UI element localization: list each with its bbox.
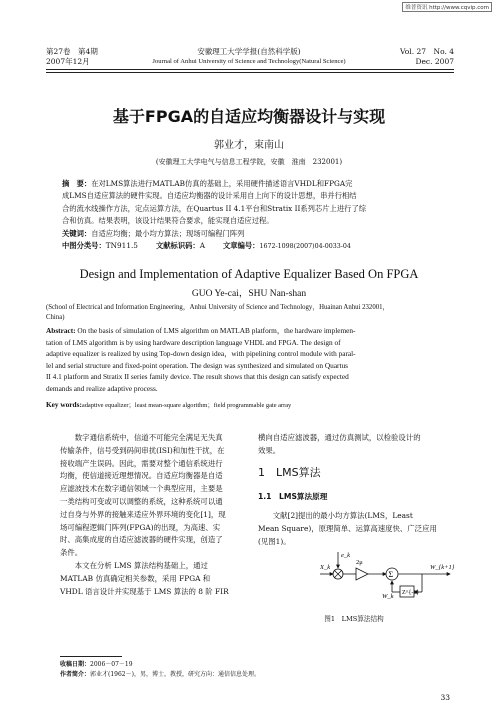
received-date: 收稿日期：2006－07－19 (60, 661, 133, 668)
watermark: 维普资讯 http://www.cqvip.com (402, 2, 492, 12)
date-en: Dec. 2007 (415, 57, 454, 66)
keywords-en-label: Key words: (46, 399, 82, 409)
abstract-en: Abstract: On the basis of simulation of LMS algorithm on MATLAB platform，the hardware implemen- tation of LMS algorithm is by using hardware description language VHDL and FPGA. The design of adaptive equalizer is realized by using Top-down design idea，with pipelining control module with paral- lel and serial structure and fixed-point operation. The design was synthesized and simulated on Quartus II 4.1 platform and Stratix II series family device. The result shows that this design can satisfy expected demands and realize adaptive process. Key words:adaptive equalizer；least mean-square algorithm；field programmable gate array (46, 326, 356, 409)
keywords-label: 关键词： (62, 228, 92, 238)
volume-issue-en: Vol. 27 No. 4 (400, 47, 454, 56)
lms-structure-diagram (290, 548, 460, 608)
abstract-line: 在对LMS算法进行MATLAB仿真的基础上，采用硬件描述语言VHDL和FPGA完 (91, 179, 353, 188)
journal-name-cn: 安徽理工大学学报(自然科学版) (197, 47, 301, 56)
step-size-gain (356, 568, 368, 580)
delay-label: Z^{-1} (402, 590, 420, 596)
affiliation-en: (School of Electrical and Information Engineering，Anhui University of Science and Technology，Huainan Anhui 232001， China) (46, 304, 390, 321)
step-size-label: 2μ (356, 559, 363, 566)
input-signal-label: X_k (320, 564, 331, 571)
authors-cn: 郭业才，束南山 (214, 140, 284, 151)
abstract-label: 摘 要： (62, 179, 92, 188)
abstract-line: 合的流水线操作方法，定点运算方法，在Quartus II 4.1平台和Stratix II系列芯片上进行了综 (62, 203, 367, 213)
paper-title-en: Design and Implementation of Adaptive Equalizer Based On FPGA (79, 267, 419, 281)
page-number: 33 (440, 693, 450, 702)
sum-symbol: Σ (388, 570, 394, 579)
abstract-cn (62, 178, 442, 253)
right-column-body: 文献[2]提出的最小均方算法(LMS，Least Mean Square)，原理简单、运算高速度快、广泛应用 (见图1)。 (258, 511, 437, 546)
classification-line: 中图分类号：TN911.5 文献标识码：A 文章编号：1672-1098(2007)04-0033-04 (62, 241, 351, 251)
header-rule (46, 69, 454, 70)
right-column-top: 横向自适应滤波器，通过仿真测试，以检验设计的 效果。 (258, 433, 421, 455)
intro-column: 数字通信系统中，信道不可能完全满足无失真 传输条件，信号受到码间串扰(ISI)和加性干扰，在 接收端产生误码。因此，需要对整个通信系统进行 均衡，使信道接近理想情况。自适应均衡器是自适 应滤波技术在数字通信领域一个典型应用，主要是 一类结构可变或可以调整的系统，这种系统可以通 过自身与外界的接触来适应外界环境的变化[1]，现 场可编程逻辑门阵列(FPGA)的出现，为高速、实 时、高集成度的自适应滤波器的硬件实现，创造了 条件。 本文在分析 LMS 算法结构基础上，通过 MATLAB 仿真确定相关参数，采用 FPGA 和 VHDL 语言设计并实现基于 LMS 算法的 8 阶 FIR (60, 433, 229, 596)
figure-caption: 图1 LMS算法结构 (324, 615, 384, 623)
keywords-cn: 自适应均衡；最小均方算法；现场可编程门阵列 (91, 228, 245, 238)
author-bio: 作者简介：郭业才(1962－)，男，博士，教授，研究方向：通信信息处理。 (60, 671, 260, 678)
keywords-en: adaptive equalizer；least mean-square algorithm；field programmable gate array (81, 401, 292, 409)
subsection-heading-lms-principle: 1.1 LMS算法原理 (258, 492, 328, 501)
volume-issue-cn: 第27卷 第4期 (46, 47, 98, 56)
abstract-line: 成LMS自适应算法的硬件实现。自适应均衡器的设计采用自上向下的设计思想，串并行相结 (62, 191, 357, 201)
journal-name-en: Journal of Anhui University of Science and Technology(Natural Science) (152, 58, 346, 65)
paper-title-cn: 基于FPGA的自适应均衡器设计与实现 (112, 107, 386, 126)
error-signal-label: e_k (341, 552, 351, 559)
authors-en: GUO Ye-cai，SHU Nan-shan (191, 289, 307, 299)
footnote-rule (60, 656, 122, 657)
date-cn: 2007年12月 (46, 57, 90, 66)
weight-label: W_k (382, 593, 394, 600)
affiliation-cn: (安徽理工大学电气与信息工程学院，安徽 淮南 232001) (155, 158, 343, 166)
abstract-line: 合和仿真。结果表明，该设计结果符合要求，能实现自适应过程。 (62, 216, 274, 226)
output-label: W_{k+1} (430, 564, 455, 571)
abstract-en-label: Abstract: (46, 326, 76, 335)
header-rule-thin (46, 72, 454, 73)
section-heading-lms: 1 LMS算法 (258, 466, 321, 479)
